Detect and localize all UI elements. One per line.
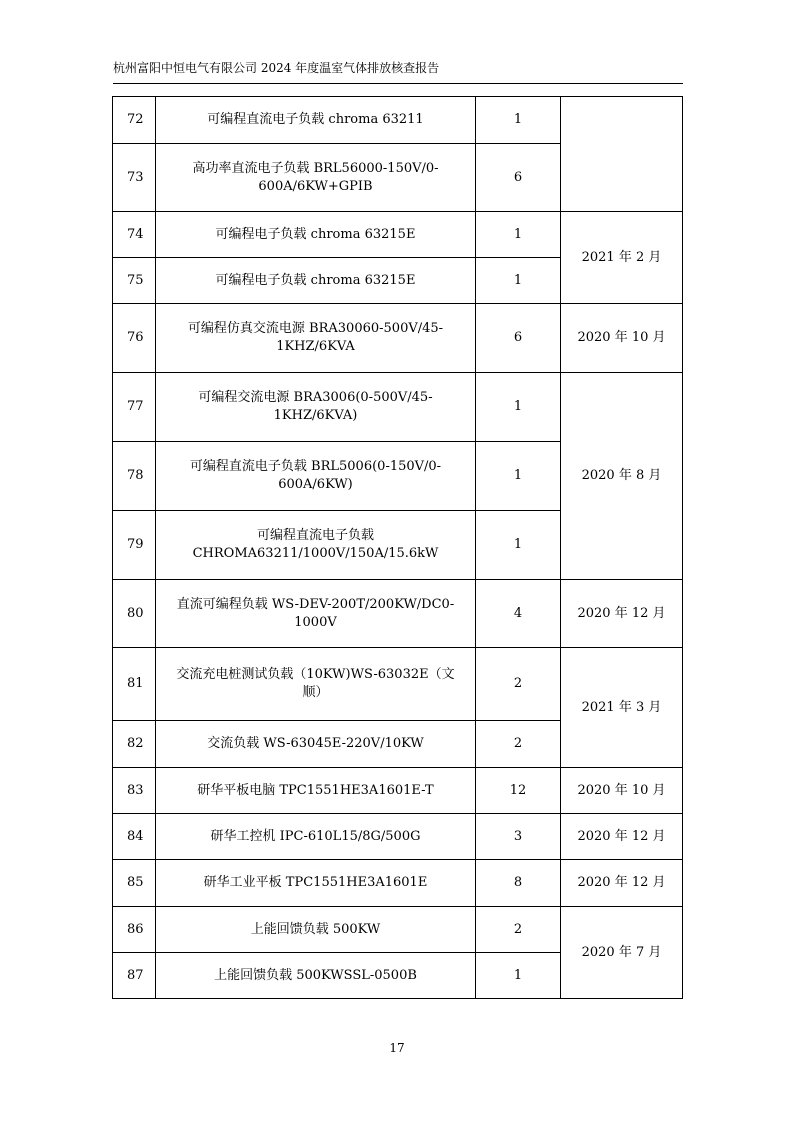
table-row [113, 814, 683, 860]
row-number: 77 [113, 373, 156, 442]
quantity: 6 [476, 144, 561, 212]
row-number: 83 [113, 768, 156, 814]
equipment-name: 可编程电子负载 chroma 63215E [156, 212, 476, 258]
purchase-date: 2020 年 12 月 [561, 580, 683, 648]
quantity: 1 [476, 373, 561, 442]
equipment-name: 可编程直流电子负载 chroma 63211 [156, 97, 476, 144]
equipment-name: 上能回馈负载 500KW [156, 907, 476, 953]
purchase-date: 2020 年 12 月 [561, 860, 683, 907]
row-number: 74 [113, 212, 156, 258]
table-row [113, 648, 683, 721]
equipment-name: 研华平板电脑 TPC1551HE3A1601E-T [156, 768, 476, 814]
equipment-name: 可编程交流电源 BRA3006(0-500V/45-1KHZ/6KVA) [156, 373, 476, 442]
header-divider [113, 83, 683, 84]
purchase-date: 2021 年 3 月 [561, 648, 683, 768]
row-number: 86 [113, 907, 156, 953]
table-row [113, 580, 683, 648]
row-number: 76 [113, 304, 156, 373]
quantity: 1 [476, 442, 561, 511]
table-row [113, 860, 683, 907]
row-number: 73 [113, 144, 156, 212]
row-number: 87 [113, 953, 156, 999]
purchase-date: 2020 年 10 月 [561, 768, 683, 814]
purchase-date: 2020 年 7 月 [561, 907, 683, 999]
row-number: 84 [113, 814, 156, 860]
quantity: 3 [476, 814, 561, 860]
quantity: 2 [476, 721, 561, 768]
quantity: 6 [476, 304, 561, 373]
table-row [113, 373, 683, 442]
purchase-date: 2020 年 12 月 [561, 814, 683, 860]
report-header-title: 杭州富阳中恒电气有限公司 2024 年度温室气体排放核查报告 [113, 61, 440, 75]
equipment-name: 可编程电子负载 chroma 63215E [156, 258, 476, 304]
equipment-name: 研华工控机 IPC-610L15/8G/500G [156, 814, 476, 860]
equipment-name: 可编程直流电子负载 BRL5006(0-150V/0-600A/6KW) [156, 442, 476, 511]
quantity: 2 [476, 648, 561, 721]
quantity: 1 [476, 258, 561, 304]
equipment-name: 可编程仿真交流电源 BRA30060-500V/45-1KHZ/6KVA [156, 304, 476, 373]
purchase-date: 2021 年 2 月 [561, 212, 683, 304]
table-row [113, 907, 683, 953]
quantity: 1 [476, 97, 561, 144]
table-row [113, 768, 683, 814]
equipment-name: 高功率直流电子负载 BRL56000-150V/0-600A/6KW+GPIB [156, 144, 476, 212]
quantity: 8 [476, 860, 561, 907]
row-number: 82 [113, 721, 156, 768]
quantity: 2 [476, 907, 561, 953]
equipment-name: 直流可编程负载 WS-DEV-200T/200KW/DC0-1000V [156, 580, 476, 648]
page-number: 17 [389, 1041, 405, 1055]
equipment-name: 交流充电桩测试负载（10KW)WS-63032E（文顺） [156, 648, 476, 721]
quantity: 12 [476, 768, 561, 814]
quantity: 1 [476, 212, 561, 258]
equipment-name: 上能回馈负载 500KWSSL-0500B [156, 953, 476, 999]
row-number: 78 [113, 442, 156, 511]
row-number: 85 [113, 860, 156, 907]
purchase-date: 2020 年 10 月 [561, 304, 683, 373]
equipment-name: 交流负载 WS-63045E-220V/10KW [156, 721, 476, 768]
quantity: 1 [476, 511, 561, 580]
table-row [113, 304, 683, 373]
purchase-date: 2020 年 8 月 [561, 373, 683, 580]
equipment-table [112, 96, 683, 999]
row-number: 72 [113, 97, 156, 144]
equipment-name: 研华工业平板 TPC1551HE3A1601E [156, 860, 476, 907]
quantity: 1 [476, 953, 561, 999]
row-number: 81 [113, 648, 156, 721]
equipment-name: 可编程直流电子负载 CHROMA63211/1000V/150A/15.6kW [156, 511, 476, 580]
row-number: 80 [113, 580, 156, 648]
table-row [113, 97, 683, 144]
date-cell-empty [561, 97, 683, 212]
row-number: 79 [113, 511, 156, 580]
quantity: 4 [476, 580, 561, 648]
row-number: 75 [113, 258, 156, 304]
table-row [113, 212, 683, 258]
